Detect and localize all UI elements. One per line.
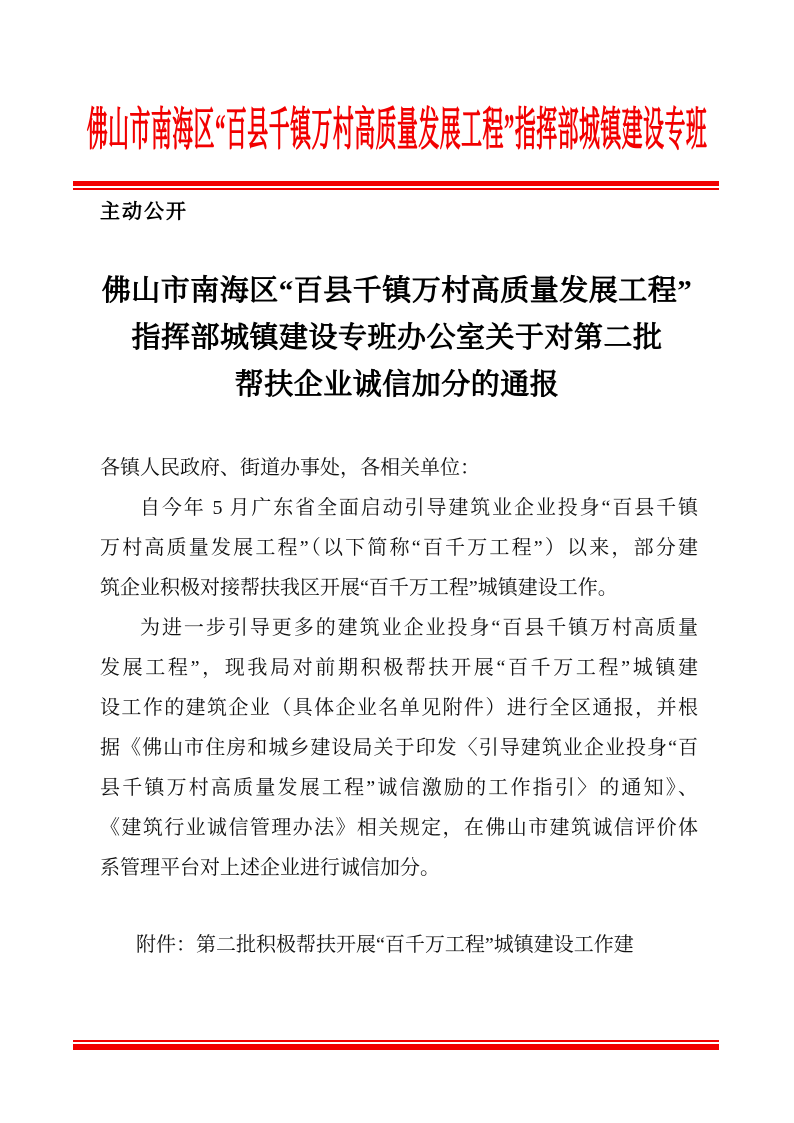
body-line: 设工作的建筑企业（具体企业名单见附件）进行全区通报，并根 [100, 697, 698, 719]
body-line: 为进一步引导更多的建筑业企业投身“百县千镇万村高质量 [140, 617, 698, 639]
body-line: 县千镇万村高质量发展工程”诚信激励的工作指引〉的通知》、 [100, 777, 698, 799]
body-line: 据《佛山市住房和城乡建设局关于印发〈引导建筑业企业投身“百 [100, 737, 698, 759]
body-line: 万村高质量发展工程”（以下简称“百千万工程”）以来，部分建 [100, 537, 698, 559]
body-line: 自今年 5 月广东省全面启动引导建筑业企业投身“百县千镇 [140, 497, 698, 519]
footer-rule-thick-line [73, 1044, 719, 1050]
letterhead-banner-text: 佛山市南海区“百县千镇万村高质量发展工程”指挥部城镇建设专班 [86, 104, 708, 155]
body-line: 系管理平台对上述企业进行诚信加分。 [100, 857, 440, 879]
title-line: 帮扶企业诚信加分的通报 [234, 369, 560, 401]
body-line: 筑企业积极对接帮扶我区开展“百千万工程”城镇建设工作。 [100, 577, 618, 599]
attachment-line: 附件：第二批积极帮扶开展“百千万工程”城镇建设工作建 [136, 934, 634, 956]
header-double-rule [73, 181, 719, 190]
footer-double-rule [73, 1040, 719, 1050]
title-line: 指挥部城镇建设专班办公室关于对第二批 [131, 322, 663, 354]
title-line: 佛山市南海区“百县千镇万村高质量发展工程” [101, 275, 693, 307]
disclosure-label: 主动公开 [100, 201, 188, 223]
letterhead-banner [0, 102, 794, 158]
header-rule-thin-line [73, 188, 719, 190]
body-line: 《建筑行业诚信管理办法》相关规定，在佛山市建筑诚信评价体 [100, 817, 698, 839]
document-title [0, 268, 794, 409]
body-line: 发展工程”，现我局对前期积极帮扶开展“百千万工程”城镇建 [100, 657, 698, 679]
document-body [100, 448, 698, 965]
salutation-line: 各镇人民政府、街道办事处，各相关单位： [100, 457, 480, 479]
